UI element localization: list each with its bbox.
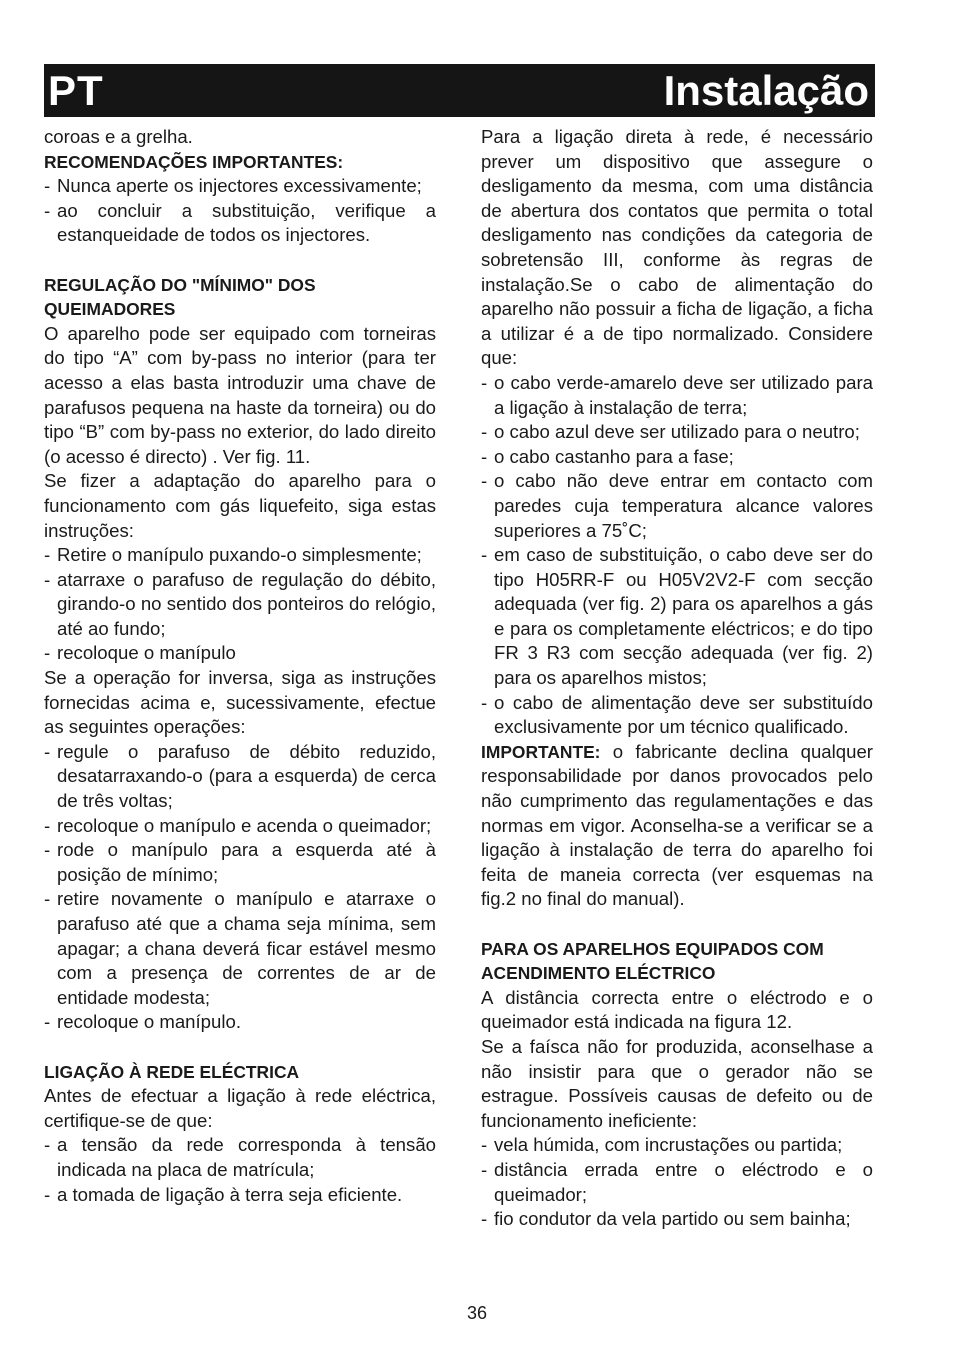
regulation-paragraph: Se a operação for inversa, siga as instruções fornecidas acima e, sucessivamente, efectue as seguintes operações: bbox=[44, 667, 436, 738]
page-title: Instalação bbox=[663, 67, 869, 114]
list-item: - a tomada de ligação à terra seja eficiente. bbox=[44, 1183, 436, 1208]
regulation-heading: REGULAÇÃO DO "MÍNIMO" DOS QUEIMADORES bbox=[44, 274, 316, 320]
list-item: - a tensão da rede corresponda à tensão indicada na placa de matrícula; bbox=[44, 1133, 436, 1182]
list-item: - ao concluir a substituição, verifique a estanqueidade de todos os injectores. bbox=[44, 199, 436, 248]
list-item: - em caso de substituição, o cabo deve ser do tipo H05RR-F ou H05V2V2-F com secção adequada (ver fig. 2) para os aparelhos a gás e para os completamente eléctricos; e do tipo FR 3 R3 com secção adequada (ver fig. 2) para os aparelhos mistos; bbox=[481, 543, 873, 691]
list-item: - rode o manípulo para a esquerda até à posição de mínimo; bbox=[44, 838, 436, 887]
electrical-checks-list bbox=[44, 1133, 436, 1207]
recommendations-list bbox=[44, 174, 436, 248]
regulation-paragraph: O aparelho pode ser equipado com torneiras do tipo “A” com by-pass no interior (para ter acesso a elas basta introduzir uma chave de parafusos pequena na haste da torneira) ou do tipo “B” com by-pass no exterior, do lado direito (o acesso é directo) . Ver fig. 11. bbox=[44, 322, 436, 467]
list-item: - o cabo azul deve ser utilizado para o neutro; bbox=[481, 420, 873, 445]
list-item: - recoloque o manípulo. bbox=[44, 1010, 436, 1035]
list-item: - o cabo verde-amarelo deve ser utilizado para a ligação à instalação de terra; bbox=[481, 371, 873, 420]
reverse-instructions-list bbox=[44, 740, 436, 1035]
electrical-paragraph: Antes de efectuar a ligação à rede eléctrica, certifique-se de que: bbox=[44, 1085, 436, 1131]
list-item: - o cabo de alimentação deve ser substituído exclusivamente por um técnico qualificado. bbox=[481, 691, 873, 740]
list-item: - vela húmida, com incrustações ou partida; bbox=[481, 1133, 873, 1158]
electric-ignition-heading: PARA OS APARELHOS EQUIPADOS COM ACENDIMENTO ELÉCTRICO bbox=[481, 938, 824, 984]
electrical-connection-heading: LIGAÇÃO À REDE ELÉCTRICA bbox=[44, 1061, 300, 1082]
important-paragraph bbox=[481, 740, 873, 912]
cable-rules-list bbox=[481, 371, 873, 740]
language-code: PT bbox=[48, 67, 104, 114]
direct-connection-paragraph: Para a ligação direta à rede, é necessário prever um dispositivo que assegure o desligamento da mesma, com uma distância de abertura dos contatos que permita o total desligamento nas condições da categoria de sobretensão III, conforme às regras de instalação.Se o cabo de alimentação do aparelho não possuir a ficha de ligação, a ficha a utilizar é a de tipo normalizado. Considere que: bbox=[481, 126, 873, 369]
left-column bbox=[44, 125, 436, 1207]
recommendations-heading: RECOMENDAÇÕES IMPORTANTES: bbox=[44, 151, 344, 172]
list-item: - regule o parafuso de débito reduzido, desatarraxando-o (para a esquerda) de cerca de três voltas; bbox=[44, 740, 436, 814]
list-item: - distância errada entre o eléctrodo e o queimador; bbox=[481, 1158, 873, 1207]
list-item: - o cabo castanho para a fase; bbox=[481, 445, 873, 470]
list-item: - recoloque o manípulo e acenda o queimador; bbox=[44, 814, 436, 839]
ignition-paragraph: A distância correcta entre o eléctrodo e o queimador está indicada na figura 12. bbox=[481, 986, 873, 1033]
list-item: - fio condutor da vela partido ou sem bainha; bbox=[481, 1207, 873, 1232]
lpg-instructions-list bbox=[44, 543, 436, 666]
important-label: IMPORTANTE: bbox=[481, 741, 601, 762]
list-item: - Nunca aperte os injectores excessivamente; bbox=[44, 174, 436, 199]
list-item: - Retire o manípulo puxando-o simplesmente; bbox=[44, 543, 436, 568]
list-item: - retire novamente o manípulo e atarraxe o parafuso até que a chama seja mínima, sem apagar; a chana deverá ficar estável mesmo com a presença de correntes de ar de entidade modesta; bbox=[44, 887, 436, 1010]
ignition-paragraph: Se a faísca não for produzida, aconselhase a não insistir para que o gerador não se estrague. Possíveis causas de defeito ou de funcionamento ineficiente: bbox=[481, 1035, 873, 1131]
important-text: o fabricante declina qualquer responsabilidade por danos provocados pelo não cumprimento das regulamentações e das normas em vigor. Aconselha-se a verificar se a ligação à instalação de terra do aparelho foi feita de maneia correcta (ver esquemas na fig.2 no final do manual). bbox=[481, 740, 873, 910]
fault-causes-list bbox=[481, 1133, 873, 1231]
intro-text: coroas e a grelha. bbox=[44, 126, 193, 147]
page-number: 36 bbox=[466, 1303, 488, 1323]
right-column bbox=[481, 125, 873, 1232]
page-header bbox=[44, 64, 875, 117]
regulation-paragraph: Se fizer a adaptação do aparelho para o funcionamento com gás liquefeito, siga estas instruções: bbox=[44, 470, 436, 541]
list-item: - atarraxe o parafuso de regulação do débito, girando-o no sentido dos ponteiros do relógio, até ao fundo; bbox=[44, 568, 436, 642]
list-item: - o cabo não deve entrar em contacto com paredes cuja temperatura alcance valores superiores a 75˚C; bbox=[481, 469, 873, 543]
list-item: - recoloque o manípulo bbox=[44, 641, 436, 666]
